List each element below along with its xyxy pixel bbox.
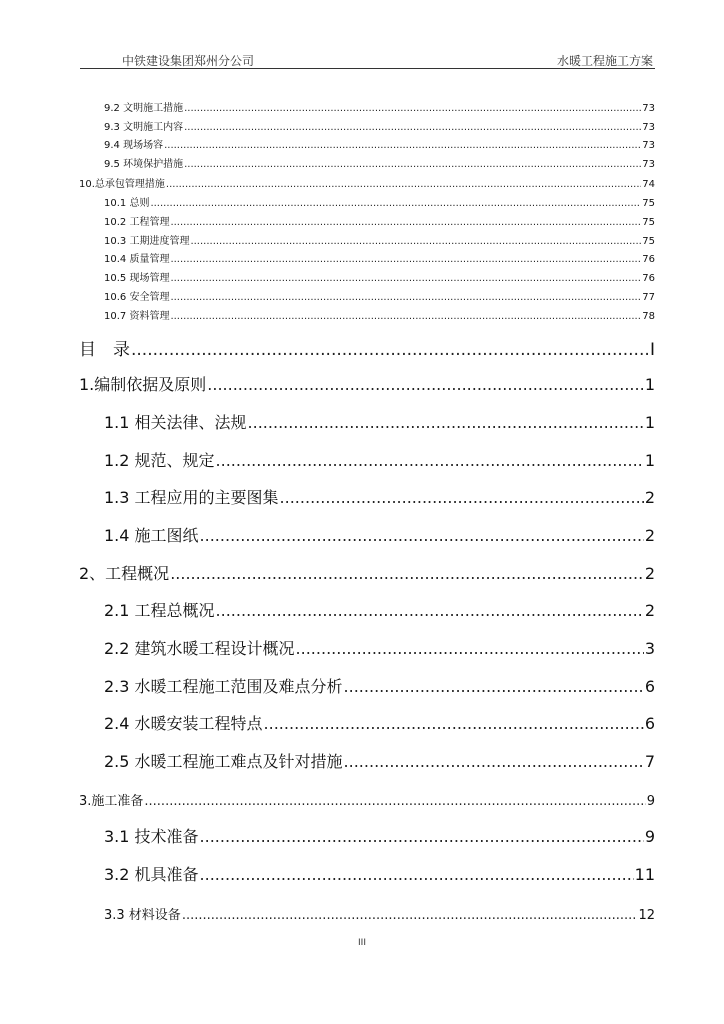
toc-entry-label: 2.4 水暖安装工程特点 (104, 714, 263, 733)
toc-entry-label: 10.4 质量管理 (104, 254, 170, 265)
toc-entry-label: 10.5 现场管理 (104, 273, 170, 284)
toc-entry-page: 11 (634, 865, 655, 884)
toc-entry-page: 73 (642, 103, 655, 114)
toc-entry-page: 78 (642, 311, 655, 322)
toc-entry[interactable] (104, 118, 655, 133)
toc-entry-page: 1 (644, 451, 655, 470)
toc-entry-page: 2 (644, 488, 655, 507)
toc-leader-dots (280, 488, 644, 507)
page-number: III (358, 938, 366, 948)
toc-leader-dots (170, 273, 641, 284)
toc-leader-dots (182, 908, 638, 923)
toc-entry-label: 1.编制依据及原则 (79, 375, 207, 394)
toc-entry-label: 10.总承包管理措施 (79, 179, 165, 190)
toc-entry-page: 76 (642, 254, 655, 265)
toc-entry-page: 9 (646, 794, 655, 809)
toc-leader-dots (216, 451, 644, 470)
toc-entry[interactable] (104, 288, 655, 303)
toc-leader-dots (184, 103, 641, 114)
toc-leader-dots (184, 159, 641, 170)
toc-entry-label: 10.1 总则 (104, 198, 150, 209)
toc-leader-dots (200, 865, 634, 884)
toc-entry[interactable] (104, 636, 655, 659)
toc-leader-dots (170, 311, 641, 322)
toc-entry-label: 3.2 机具准备 (104, 865, 199, 884)
toc-entry-label: 2.2 建筑水暖工程设计概况 (104, 639, 295, 658)
toc-entry-page: 75 (642, 198, 655, 209)
toc-leader-dots (216, 601, 644, 620)
toc-entry[interactable] (104, 99, 655, 114)
toc-entry[interactable] (79, 790, 655, 809)
toc-leader-dots (184, 122, 641, 133)
toc-entry-label: 1.2 规范、规定 (104, 451, 215, 470)
toc-entry[interactable] (104, 232, 655, 247)
toc-entry[interactable] (79, 372, 655, 395)
toc-entry-label: 2、工程概况 (79, 564, 170, 583)
toc-entry-label: 3.3 材料设备 (104, 908, 181, 923)
toc-leader-dots (170, 292, 641, 303)
toc-leader-dots (248, 413, 644, 432)
toc-entry[interactable] (104, 824, 655, 847)
toc-title[interactable] (79, 335, 655, 360)
toc-entry-page: 6 (644, 677, 655, 696)
toc-entry-page: 1 (644, 413, 655, 432)
toc-leader-dots (170, 254, 641, 265)
toc-leader-dots (344, 752, 644, 771)
toc-entry-label: 3.施工准备 (79, 794, 144, 809)
toc-entry-label: 1.3 工程应用的主要图集 (104, 488, 279, 507)
toc-entry[interactable] (104, 448, 655, 471)
toc-leader-dots (264, 714, 644, 733)
toc-leader-dots (200, 827, 644, 846)
toc-entry[interactable] (104, 862, 655, 885)
toc-entry-label: 2.3 水暖工程施工范围及难点分析 (104, 677, 343, 696)
toc-entry[interactable] (104, 711, 655, 734)
toc-entry-page: 3 (644, 639, 655, 658)
header-doc-title: 水暖工程施工方案 (556, 54, 653, 68)
toc-entry-label: 1.1 相关法律、法规 (104, 413, 247, 432)
toc-entry-page: 77 (642, 292, 655, 303)
toc-entry-label: 3.1 技术准备 (104, 827, 199, 846)
toc-entry-label: 10.2 工程管理 (104, 217, 170, 228)
toc-leader-dots (150, 198, 641, 209)
toc-entry[interactable] (104, 598, 655, 621)
toc-entry-page: 73 (642, 159, 655, 170)
toc-entry[interactable] (104, 194, 655, 209)
toc-entry-page: 2 (644, 601, 655, 620)
toc-entry-page: 73 (642, 140, 655, 151)
toc-entry[interactable] (104, 155, 655, 170)
toc-entry-label: 9.4 现场场容 (104, 140, 164, 151)
toc-entry-page: 75 (642, 236, 655, 247)
toc-entry-page: 9 (644, 827, 655, 846)
toc-entry[interactable] (79, 561, 655, 584)
toc-entry-page: I (649, 340, 655, 360)
toc-entry-page: 75 (642, 217, 655, 228)
toc-entry-label: 1.4 施工图纸 (104, 526, 199, 545)
toc-leader-dots (207, 375, 644, 394)
toc-leader-dots (344, 677, 644, 696)
toc-leader-dots (200, 526, 644, 545)
toc-entry-page: 76 (642, 273, 655, 284)
toc-entry[interactable] (104, 213, 655, 228)
toc-leader-dots (170, 564, 644, 583)
toc-entry[interactable] (104, 307, 655, 322)
toc-entry-page: 7 (644, 752, 655, 771)
toc-entry-label: 10.6 安全管理 (104, 292, 170, 303)
toc-entry-label: 9.2 文明施工措施 (104, 103, 184, 114)
toc-entry-page: 12 (638, 908, 655, 923)
toc-leader-dots (131, 340, 649, 360)
toc-leader-dots (170, 217, 641, 228)
toc-leader-dots (164, 140, 641, 151)
toc-entry-page: 2 (644, 526, 655, 545)
toc-entry-label: 10.7 资料管理 (104, 311, 170, 322)
toc-entry[interactable] (104, 250, 655, 265)
toc-entry-page: 6 (644, 714, 655, 733)
toc-entry-label: 9.3 文明施工内容 (104, 122, 184, 133)
toc-entry[interactable] (104, 269, 655, 284)
toc-entry[interactable] (104, 749, 655, 772)
page-header (80, 50, 655, 69)
toc-entry-label: 10.3 工期进度管理 (104, 236, 190, 247)
toc-entry[interactable] (104, 523, 655, 546)
toc-entry[interactable] (104, 485, 655, 508)
toc-leader-dots (144, 794, 645, 809)
toc-entry-page: 2 (644, 564, 655, 583)
toc-entry[interactable] (104, 674, 655, 697)
toc-entry-page: 73 (642, 122, 655, 133)
toc-entry[interactable] (79, 175, 655, 190)
toc-entry-page: 1 (644, 375, 655, 394)
toc-entry-page: 74 (642, 179, 655, 190)
toc-entry[interactable] (104, 136, 655, 151)
toc-entry-label: 2.5 水暖工程施工难点及针对措施 (104, 752, 343, 771)
toc-entry-label: 9.5 环境保护措施 (104, 159, 184, 170)
toc-leader-dots (190, 236, 641, 247)
toc-leader-dots (166, 179, 641, 190)
toc-entry-label: 2.1 工程总概况 (104, 601, 215, 620)
toc-entry[interactable] (104, 410, 655, 433)
header-company: 中铁建设集团郑州分公司 (122, 54, 255, 68)
toc-entry[interactable] (104, 904, 655, 923)
toc-leader-dots (296, 639, 644, 658)
toc-entry-label: 目 录 (79, 340, 130, 360)
